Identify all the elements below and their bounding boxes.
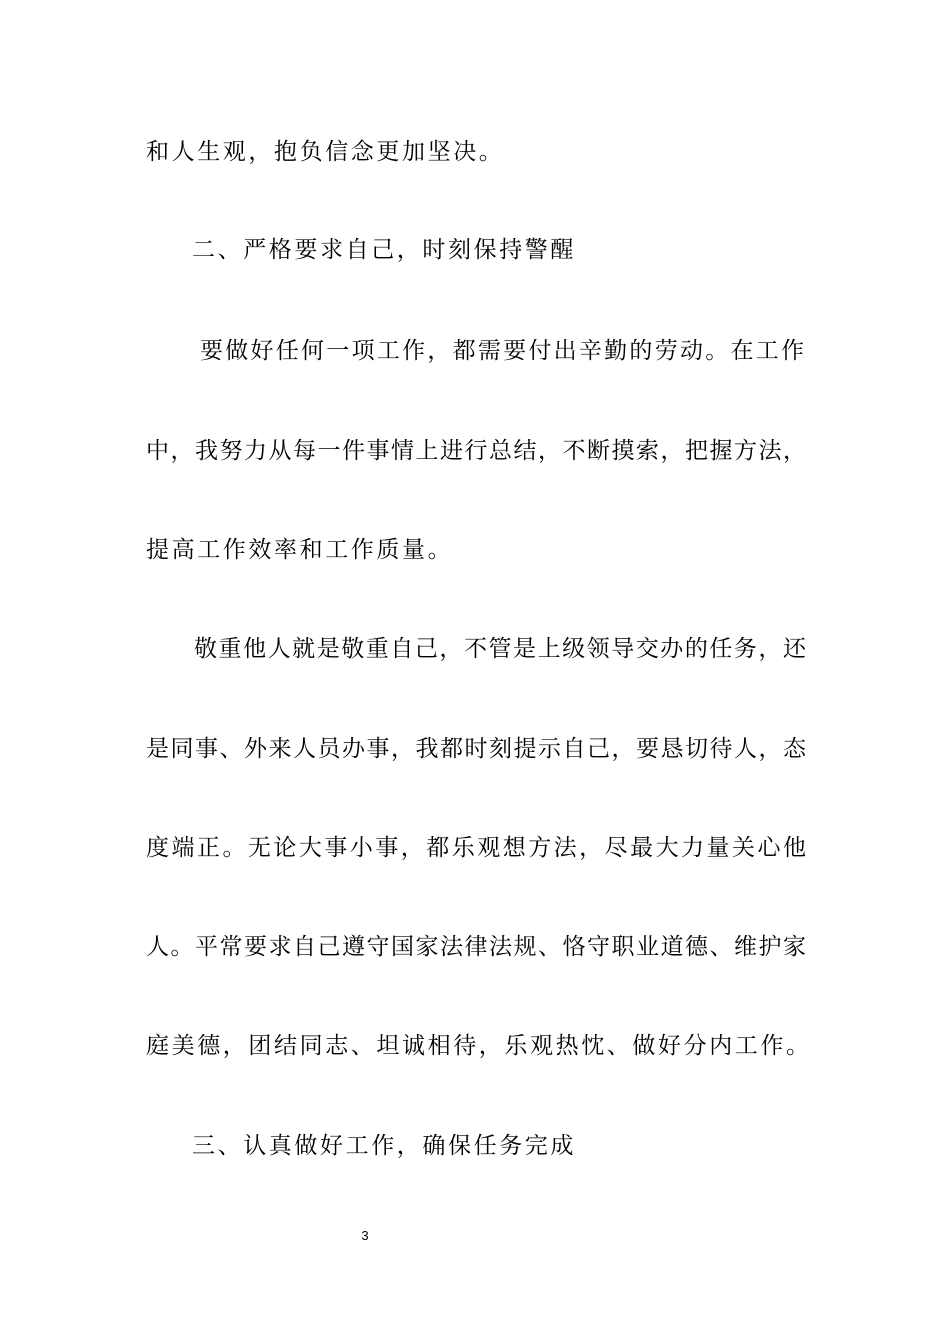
section-heading: 二、严格要求自己，时刻保持警醒 — [192, 237, 576, 263]
paragraph-line: 度端正。无论大事小事，都乐观想方法，尽最大力量关心他 — [146, 835, 806, 861]
paragraph-line: 人。平常要求自己遵守国家法律法规、恪守职业道德、维护家 — [146, 934, 806, 960]
paragraph-line: 和人生观，抱负信念更加坚决。 — [146, 139, 505, 165]
paragraph-line: 敬重他人就是敬重自己，不管是上级领导交办的任务，还 — [194, 636, 806, 662]
paragraph-line: 庭美德，团结同志、坦诚相待，乐观热忱、做好分内工作。 — [146, 1033, 812, 1059]
section-heading: 三、认真做好工作，确保任务完成 — [192, 1133, 576, 1159]
paragraph-line: 中，我努力从每一件事情上进行总结，不断摸索，把握方法， — [146, 438, 806, 464]
paragraph-line: 是同事、外来人员办事，我都时刻提示自己，要恳切待人，态 — [146, 736, 806, 762]
page-number: 3 — [361, 1228, 369, 1243]
paragraph-line: 提高工作效率和工作质量。 — [146, 537, 454, 563]
paragraph-line: 要做好任何一项工作，都需要付出辛勤的劳动。在工作 — [200, 338, 804, 364]
